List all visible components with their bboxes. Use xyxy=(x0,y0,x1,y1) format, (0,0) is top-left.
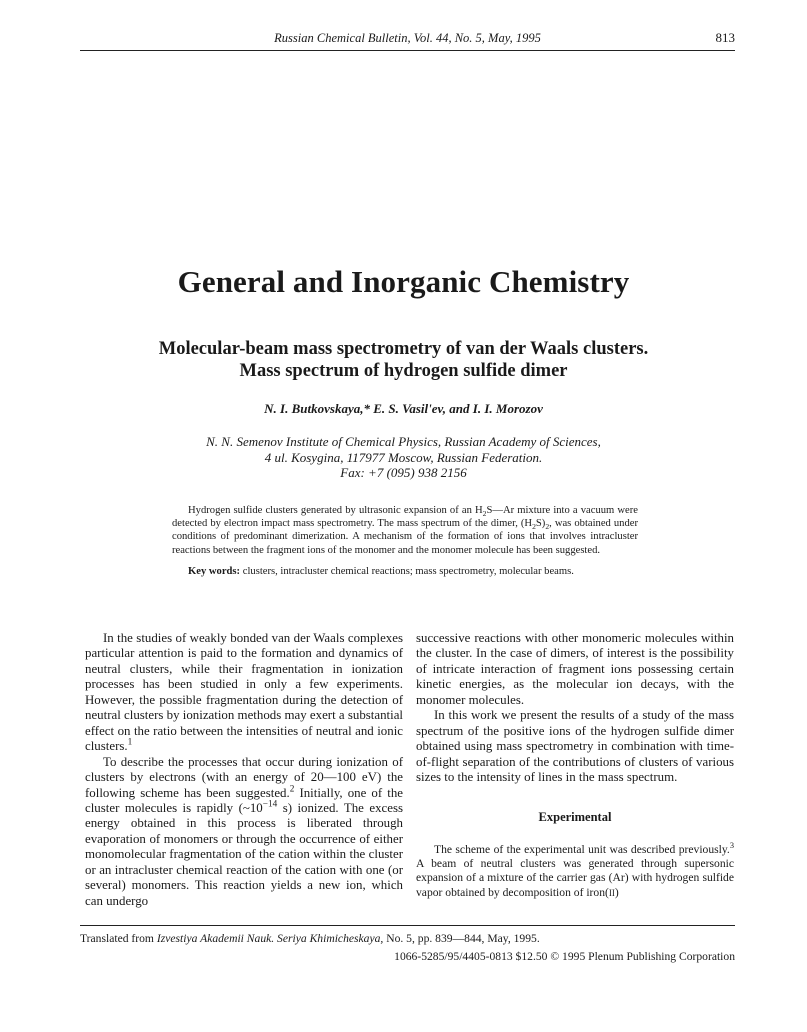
journal-citation: Russian Chemical Bulletin, Vol. 44, No. 5, May, 1995 xyxy=(274,31,541,45)
footer xyxy=(80,931,735,964)
reference-3: 3 xyxy=(729,841,734,851)
abstract-text: Hydrogen sulfide clusters generated by ultrasonic expansion of an $H_2S—Ar$ mixture into a vacuum were detected by electron impact mass spectrometry. The mass spectrum of the dimer, $(H_2S)_2$, was obtained under conditions of predominant dimerization. A mechanism of the formation of ions that involves intracluster reactions between the fragment ions of the monomer and the monomer molecule has been suggested. xyxy=(172,505,639,556)
section-title: General and Inorganic Chemistry xyxy=(177,264,630,299)
affiliation-line-1: N. N. Semenov Institute of Chemical Physics, Russian Academy of Sciences, xyxy=(206,434,601,449)
page-number: 813 xyxy=(715,30,735,45)
paragraph: In this work we present the results of a study of the mass spectrum of the positive ions of the hydrogen sulfide dimer obtained using mass spectrometry in combination with time-of-flight separation of the contributions of clusters of various sizes to the intensity of lines in the mass spectrum. xyxy=(416,708,734,785)
paragraph: In the studies of weakly bonded van der Waals complexes particular attention is paid to the formation and dynamics of neutral clusters, while their fragmentation in ionization processes has been studied in only a few experiments. However, the possible fragmentation during the detection of neutral clusters by ionization methods may exert a substantial effect on the ratio between the intensities of neutral and ionic clusters.$^1$ xyxy=(85,631,403,754)
reference-2: 2 xyxy=(289,784,295,795)
paragraph: To describe the processes that occur during ionization of clusters by electrons (with an energy of 20—100 eV) the following scheme has been suggested.$^2$ Initially, one of the cluster molecules is rapidly ($\sim 10^{-14}$ s) ionized. The excess energy obtained in this process is liberated through evaporation of monomers or through the occurrence of either monomolecular fragmentation of the cation within the cluster or an intracluster chemical reaction of the cation with one (or several) monomers. This reaction yields a new ion, which can undergo xyxy=(85,754,404,908)
running-head xyxy=(80,30,735,51)
section-heading-experimental: Experimental xyxy=(538,809,612,824)
article-title-line-1: Molecular-beam mass spectrometry of van der Waals clusters. xyxy=(158,339,649,359)
copyright-line: 1066-5285/95/4405-0813 $12.50 © 1995 Plenum Publishing Corporation xyxy=(394,950,735,963)
footer-rule xyxy=(80,925,735,926)
translation-note: Translated from Izvestiya Akademii Nauk. Seriya Khimicheskaya, No. 5, pp. 839—844, May, 1995. xyxy=(80,932,540,945)
affiliation-line-2: 4 ul. Kosygina, 117977 Moscow, Russian Federation. xyxy=(264,449,543,465)
keywords-text: clusters, intracluster chemical reactions; mass spectrometry, molecular beams. xyxy=(242,565,574,577)
affiliation-fax: Fax: +7 (095) 938 2156 xyxy=(340,465,467,480)
abstract xyxy=(172,504,638,578)
authors: N. I. Butkovskaya,* E. S. Vasil'ev, and I. I. Morozov xyxy=(264,401,543,416)
affiliation xyxy=(100,434,707,481)
source-journal: Izvestiya Akademii Nauk. Seriya Khimicheskaya, xyxy=(156,932,384,945)
paragraph: successive reactions with other monomeric molecules within the cluster. In the case of dimers, of interest is the possibility of intricate interaction of fragment ions possessing certain kinetic energies, as the molecular ion decays, with the monomer molecules. xyxy=(416,631,734,707)
keywords-label: Key words: xyxy=(188,565,241,577)
article-title-line-2: Mass spectrum of hydrogen sulfide dimer xyxy=(239,361,568,381)
keywords xyxy=(172,565,638,578)
body-column-right xyxy=(416,631,734,900)
article-title xyxy=(90,338,717,382)
body-column-left xyxy=(85,631,403,909)
reference-1: 1 xyxy=(127,737,133,748)
paragraph: The scheme of the experimental unit was described previously.$^3$ A beam of neutral clusters was generated through supersonic expansion of a mixture of the carrier gas (Ar) with hydrogen sulfide vapor obtained by decomposition of iron(II) xyxy=(416,841,734,899)
